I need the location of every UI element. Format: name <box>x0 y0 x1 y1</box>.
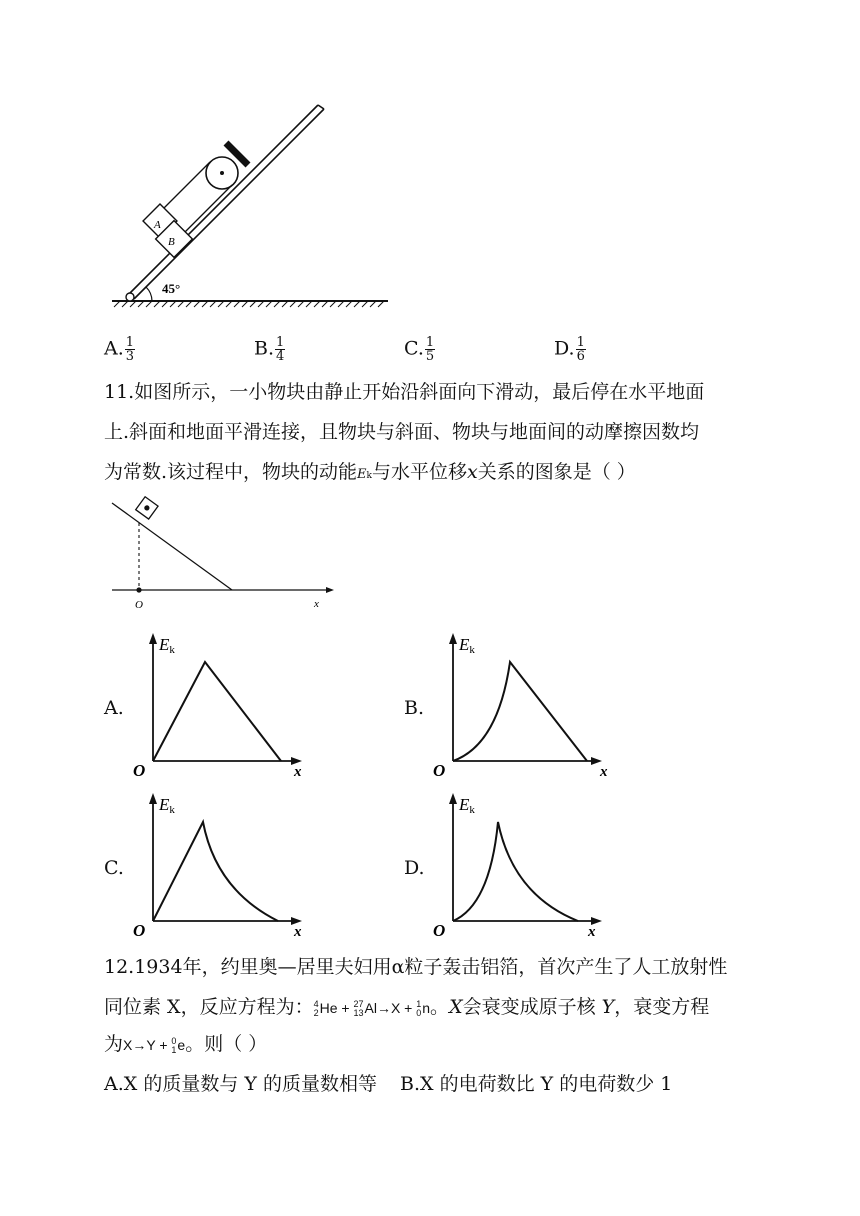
svg-text:Ek <box>158 795 175 816</box>
q12-line-3: 为X→Y + 0 1 e。则（ ） <box>104 1033 268 1056</box>
graph-a[interactable] <box>128 630 318 780</box>
q12-line-2: 同位素 X，反应方程为： 4 2 He + 27 13 Al→X + 1 0 n。X会衰变成原子核 Y，衰变方程 <box>104 996 710 1019</box>
x-axis-label: x <box>314 598 319 610</box>
graph-c-label[interactable]: C. <box>104 857 124 879</box>
reaction-equation: 4 2 He + 27 13 Al→X + 1 0 n <box>313 999 431 1019</box>
x-axis-label: x <box>294 764 302 780</box>
svg-text:Ek <box>458 795 475 816</box>
block-a-label: A <box>154 219 161 231</box>
q10-option-a[interactable]: A. $\frac{1}{3}$ <box>104 335 135 364</box>
fraction: $\frac{1}{4}$ <box>276 335 285 364</box>
fraction: $\frac{1}{6}$ <box>576 335 585 364</box>
y-axis-sub: k <box>469 644 475 656</box>
decay-equation: X→Y + 0 1 e <box>123 1036 186 1056</box>
fraction: $\frac{1}{3}$ <box>125 335 135 364</box>
q10-option-b[interactable]: B. $\frac{1}{4}$ <box>254 335 285 364</box>
svg-text:Ek <box>158 635 175 656</box>
origin-label: O <box>133 921 146 940</box>
y-axis-sub: k <box>169 804 175 816</box>
graph-a-label[interactable]: A. <box>104 697 124 719</box>
x-axis-label: x <box>600 764 608 780</box>
graph-c[interactable] <box>128 790 318 940</box>
q10-option-c[interactable]: C. $\frac{1}{5}$ <box>404 335 435 364</box>
y-axis-label: E <box>159 795 170 814</box>
q11-incline-figure <box>104 495 344 615</box>
graph-d[interactable] <box>428 790 618 940</box>
q12-option-a[interactable]: A.X 的质量数与 Y 的质量数相等 <box>104 1073 377 1095</box>
q12-line-1: 12.1934年，约里奥—居里夫妇用α粒子轰击铝箔，首次产生了人工放射性 <box>104 956 728 978</box>
q10-option-d[interactable]: D. $\frac{1}{6}$ <box>554 335 585 364</box>
graph-b-label[interactable]: B. <box>404 697 425 719</box>
y-axis-sub: k <box>469 804 475 816</box>
graph-b[interactable] <box>428 630 618 780</box>
graph-d-label[interactable]: D. <box>404 857 425 879</box>
origin-label: O <box>433 921 446 940</box>
q11-line-3: 为常数.该过程中，物块的动能Ek与水平位移x关系的图象是（ ） <box>104 461 636 483</box>
incline-pulley-figure <box>100 95 400 315</box>
q11-line-2: 上.斜面和地面平滑连接，且物块与斜面、物块与地面间的动摩擦因数均 <box>104 421 700 443</box>
origin-label: O <box>133 761 146 780</box>
block-b-label: B <box>168 236 175 248</box>
x-axis-label: x <box>294 924 302 940</box>
y-axis-sub: k <box>169 644 175 656</box>
q11-line-1: 11.如图所示，一小物块由静止开始沿斜面向下滑动，最后停在水平地面 <box>104 381 705 403</box>
y-axis-label: E <box>459 795 470 814</box>
origin-label: O <box>135 599 143 611</box>
fraction: $\frac{1}{5}$ <box>425 335 435 364</box>
origin-label: O <box>433 761 446 780</box>
svg-text:Ek <box>458 635 475 656</box>
x-axis-label: x <box>588 924 596 940</box>
q12-option-b[interactable]: B.X 的电荷数比 Y 的电荷数少 1 <box>400 1073 673 1095</box>
y-axis-label: E <box>459 635 470 654</box>
angle-label: 45° <box>162 281 181 296</box>
y-axis-label: E <box>159 635 170 654</box>
